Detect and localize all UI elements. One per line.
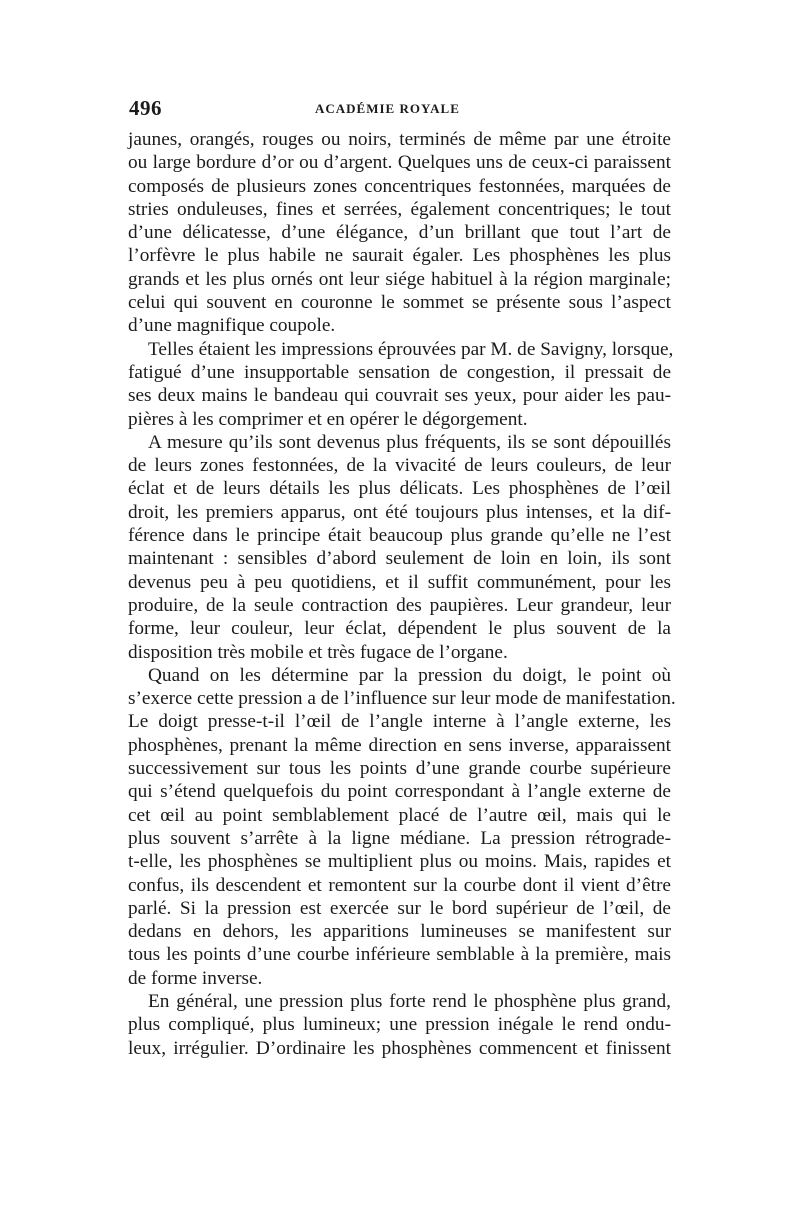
text-line: tous les points d’une courbe inférieure semblable à la première, mais: [128, 944, 671, 966]
text-line: ou large bordure d’or ou d’argent. Quelques uns de ceux-ci paraissent: [128, 152, 671, 174]
text-line: de forme inverse.: [128, 967, 263, 989]
text-line: férence dans le principe était beaucoup plus grande qu’elle ne l’est: [128, 525, 671, 547]
text-line: fatigué d’une insupportable sensation de congestion, il pressait de: [128, 361, 671, 383]
body-text: [128, 128, 676, 1060]
text-line: A mesure qu’ils sont devenus plus fréquents, ils se sont dépouillés: [148, 431, 671, 453]
text-line: Le doigt presse-t-il l’œil de l’angle interne à l’angle externe, les: [128, 711, 671, 733]
text-line: En général, une pression plus forte rend le phosphène plus grand,: [148, 990, 671, 1012]
text-line: s’exerce cette pression a de l’influence sur leur mode de manifestation.: [128, 688, 676, 710]
text-line: disposition très mobile et très fugace de l’organe.: [128, 641, 508, 663]
text-line: ses deux mains le bandeau qui couvrait ses yeux, pour aider les pau-: [128, 385, 671, 407]
text-line: droit, les premiers apparus, ont été toujours plus intenses, et la dif-: [128, 501, 671, 523]
text-line: successivement sur tous les points d’une grande courbe supérieure: [128, 758, 671, 780]
text-line: devenus peu à peu quotidiens, et il suffit communément, pour les: [128, 571, 671, 593]
text-line: pières à les comprimer et en opérer le dégorgement.: [128, 408, 528, 430]
text-line: d’une délicatesse, d’une élégance, d’un brillant que tout l’art de: [128, 222, 671, 244]
text-line: plus compliqué, plus lumineux; une pression inégale le rend ondu-: [128, 1014, 671, 1036]
paragraph: [128, 431, 671, 664]
paragraph: [128, 990, 671, 1060]
text-line: qui s’étend quelquefois du point correspondant à l’angle externe de: [128, 781, 671, 803]
text-line: éclat et de leurs détails les plus délicats. Les phosphènes de l’œil: [128, 478, 671, 500]
paragraph: [128, 128, 671, 338]
text-line: leux, irrégulier. D’ordinaire les phosphènes commencent et finissent: [128, 1037, 671, 1059]
paragraph: [128, 338, 674, 431]
text-line: grands et les plus ornés ont leur siége habituel à la région marginale;: [128, 268, 671, 290]
text-line: cet œil au point semblablement placé de l’autre œil, mais qui le: [128, 804, 671, 826]
text-line: forme, leur couleur, leur éclat, dépendent le plus souvent de la: [128, 618, 671, 640]
page-number: 496: [129, 96, 162, 120]
text-line: confus, ils descendent et remontent sur la courbe dont il vient d’être: [128, 874, 671, 896]
text-line: plus souvent s’arrête à la ligne médiane. La pression rétrograde-: [128, 827, 671, 849]
page-header: [129, 96, 669, 120]
text-line: t-elle, les phosphènes se multiplient plus ou moins. Mais, rapides et: [128, 851, 671, 873]
text-line: l’orfèvre le plus habile ne saurait égaler. Les phosphènes les plus: [128, 245, 671, 267]
text-line: Telles étaient les impressions éprouvées par M. de Savigny, lorsque,: [148, 338, 674, 360]
text-line: composés de plusieurs zones concentriques festonnées, marquées de: [128, 175, 671, 197]
text-line: jaunes, orangés, rouges ou noirs, terminés de même par une étroite: [128, 129, 671, 150]
text-line: produire, de la seule contraction des paupières. Leur grandeur, leur: [128, 594, 671, 616]
text-line: d’une magnifique coupole.: [128, 315, 336, 337]
running-head: ACADÉMIE ROYALE: [315, 101, 460, 116]
text-line: phosphènes, prenant la même direction en sens inverse, apparaissent: [128, 734, 671, 756]
text-line: Quand on les détermine par la pression du doigt, le point où: [148, 664, 671, 686]
text-line: de leurs zones festonnées, de la vivacité de leurs couleurs, de leur: [128, 455, 671, 477]
text-line: parlé. Si la pression est exercée sur le bord supérieur de l’œil, de: [128, 897, 671, 919]
paragraph: [128, 664, 676, 990]
text-line: celui qui souvent en couronne le sommet se présente sous l’aspect: [128, 292, 671, 314]
text-line: dedans en dehors, les apparitions lumineuses se manifestent sur: [128, 921, 671, 943]
text-line: stries onduleuses, fines et serrées, également concentriques; le tout: [128, 198, 671, 220]
text-line: maintenant : sensibles d’abord seulement de loin en loin, ils sont: [128, 548, 671, 570]
